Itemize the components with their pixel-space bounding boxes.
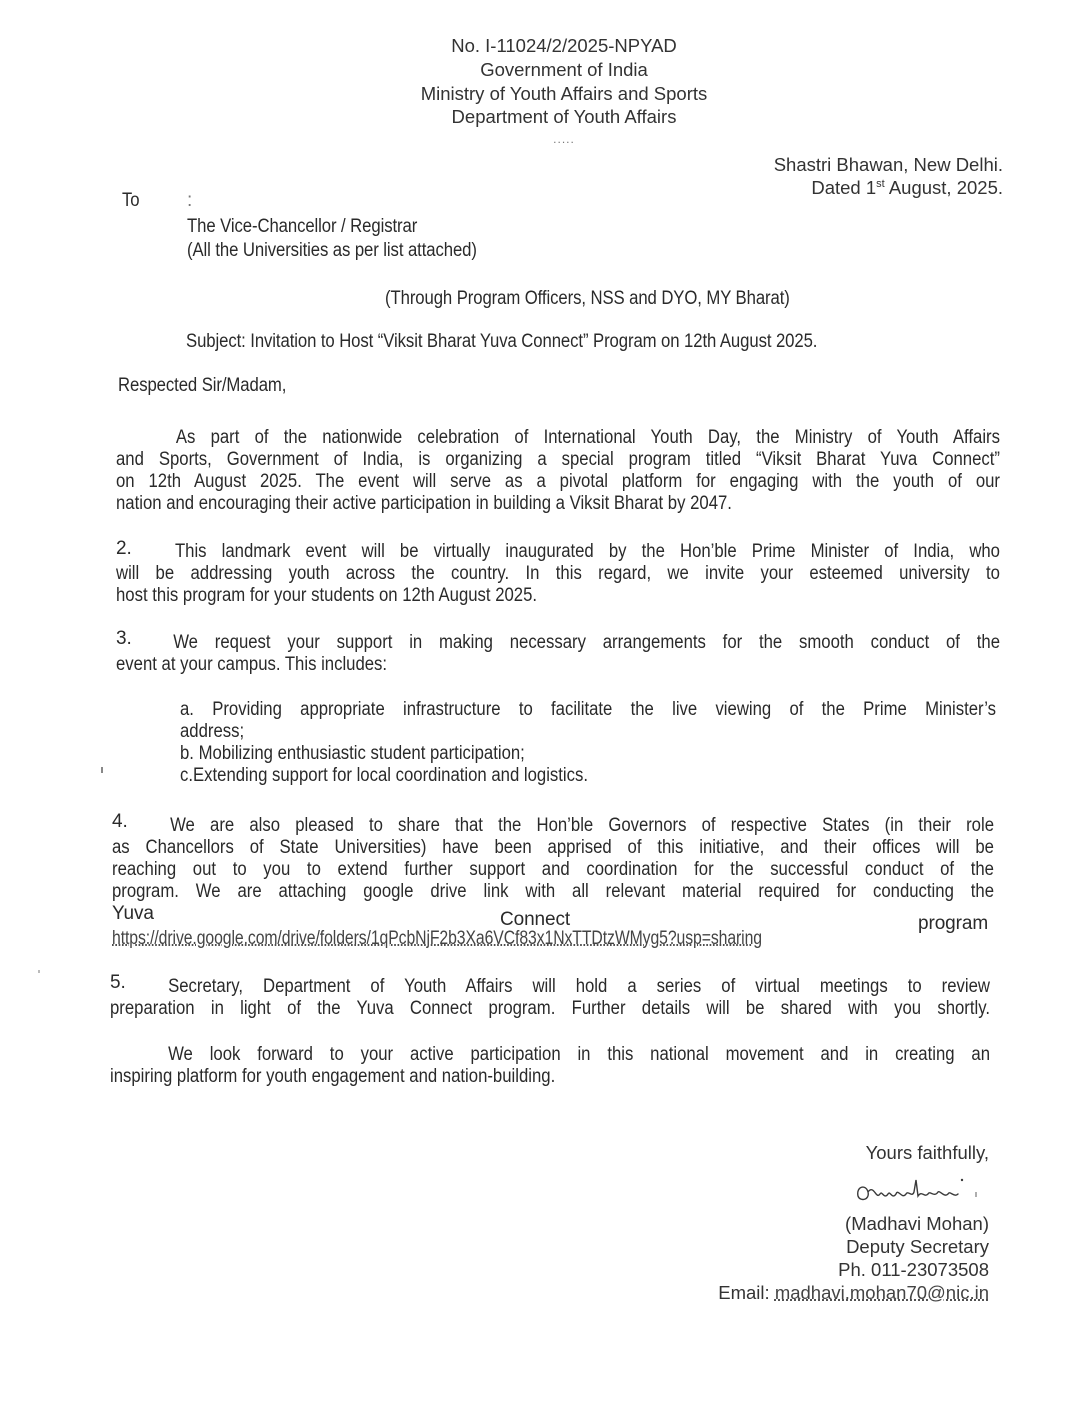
p3-item: a. Providing appropriate infrastructure to facilitate the live viewing of the Prime Minister’s: [180, 699, 996, 720]
signatory-designation: Deputy Secretary: [846, 1236, 989, 1257]
p2-line: host this program for your students on 12th August 2025.: [116, 585, 538, 606]
signatory-email-line: [718, 1282, 989, 1304]
p2-line: This landmark event will be virtually inaugurated by the Hon’ble Prime Minister of India, who: [174, 541, 1000, 562]
header-separator: .....: [553, 132, 575, 146]
p4-line: as Chancellors of State Universities) have been apprised of this initiative, and their offices will be: [112, 837, 994, 858]
p2-line: will be addressing youth across the country. In this regard, we invite your esteemed university to: [116, 563, 1000, 584]
to-label: To: [122, 190, 140, 211]
scan-mark: [38, 970, 40, 973]
p1-line: on 12th August 2025. The event will serve as a pivotal platform for engaging with the youth of our: [116, 471, 1000, 492]
paragraph-3: [116, 632, 1000, 676]
to-colon: :: [187, 190, 193, 211]
p3-item: address;: [180, 721, 245, 742]
date-ordinal: st: [876, 177, 885, 190]
ministry-name: Ministry of Youth Affairs and Sports: [420, 83, 708, 104]
addressee-line-2: (All the Universities as per list attached): [187, 240, 477, 261]
p4-line: We are also pleased to share that the Hon’ble Governors of respective States (in their role: [170, 815, 994, 836]
valediction: Yours faithfully,: [865, 1142, 989, 1163]
subject-line: Subject: Invitation to Host “Viksit Bharat Yuva Connect” Program on 12th August 2025.: [186, 331, 818, 352]
p5-line: preparation in light of the Yuva Connect program. Further details will be shared with you shortly.: [110, 998, 990, 1019]
p1-line: nation and encouraging their active participation in building a Viksit Bharat by 2047.: [116, 493, 732, 514]
file-number: No. I-11024/2/2025-NPYAD: [451, 35, 677, 56]
paragraph-5: [110, 976, 990, 1020]
scan-mark: [101, 767, 103, 773]
p4-line: reaching out to you to extend further support and coordination for the successful conduct of the: [112, 859, 994, 880]
drive-link-wrap: [112, 928, 895, 950]
place: Shastri Bhawan, New Delhi.: [773, 154, 1003, 175]
addressee-line-1: The Vice-Chancellor / Registrar: [187, 216, 418, 237]
p3-number: 3.: [116, 628, 132, 649]
p3-items: [180, 699, 996, 787]
through-line: (Through Program Officers, NSS and DYO, MY Bharat): [385, 288, 790, 309]
p4-word-connect: Connect: [500, 909, 571, 930]
salutation: Respected Sir/Madam,: [118, 375, 287, 396]
p4-line: program. We are attaching google drive link with all relevant material required for conducting the: [112, 881, 994, 902]
p3-line: We request your support in making necessary arrangements for the smooth conduct of the: [173, 632, 1000, 653]
google-drive-link[interactable]: https://drive.google.com/drive/folders/1qPcbNjF2b3Xa6VCf83x1NxTTDtzWMyg5?usp=sharing: [112, 928, 762, 949]
p1-line: and Sports, Government of India, is organizing a special program titled “Viksit Bharat Yuva Connect”: [116, 449, 1000, 470]
closing-line: We look forward to your active participation in this national movement and in creating an: [168, 1044, 990, 1065]
paragraph-1: [116, 427, 1000, 515]
p3-item: c.Extending support for local coordination and logistics.: [180, 765, 589, 786]
p4-word-yuva: Yuva: [112, 903, 154, 924]
date-line: [811, 177, 1003, 199]
signatory-name: (Madhavi Mohan): [845, 1213, 989, 1234]
closing-line: inspiring platform for youth engagement and nation-building.: [110, 1066, 556, 1087]
email-link[interactable]: madhavi.mohan70@nic.in: [774, 1282, 989, 1303]
paragraph-4: [112, 815, 994, 903]
department-name: Department of Youth Affairs: [451, 106, 677, 127]
p5-line: Secretary, Department of Youth Affairs will hold a series of virtual meetings to review: [168, 976, 990, 997]
closing-paragraph: [110, 1044, 990, 1088]
government-name: Government of India: [480, 59, 648, 80]
date-prefix: Dated 1: [811, 177, 877, 198]
p4-word-program: program: [918, 913, 989, 934]
handwritten-signature: [852, 1172, 982, 1212]
p3-item: b. Mobilizing enthusiastic student participation;: [180, 743, 525, 764]
p4-number: 4.: [112, 811, 128, 832]
signatory-phone: Ph. 011-23073508: [838, 1259, 989, 1280]
p3-line: event at your campus. This includes:: [116, 654, 388, 675]
p1-line: As part of the nationwide celebration of International Youth Day, the Ministry of Youth Affairs: [175, 427, 1000, 448]
email-label: Email:: [718, 1282, 775, 1303]
p5-number: 5.: [110, 972, 126, 993]
p2-number: 2.: [116, 538, 132, 559]
date-suffix: August, 2025.: [884, 177, 1003, 198]
paragraph-2: [116, 541, 1000, 607]
